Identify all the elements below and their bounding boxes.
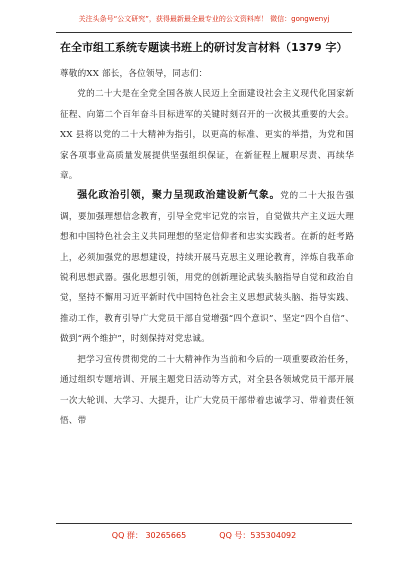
paragraph-2-lead: 强化政治引领，聚力呈现政治建设新气象。	[77, 190, 281, 202]
footer-qq-group: QQ 群： 30265665	[111, 531, 187, 540]
footer-rule	[56, 523, 352, 524]
header-rule	[56, 32, 352, 33]
paragraph-2	[60, 186, 354, 349]
banner-text: 关注头条号“公文研究”，获得最新最全最专业的公文资料库！ 微信：gongwenyj	[78, 15, 330, 23]
paragraph-1: 党的二十大是在全党全国各族人民迈上全面建设社会主义现代化国家新征程、向第二个百年奋斗目标进军的关键时刻召开的一次极其重要的大会。XX 县将以党的二十大精神为指引，以更高的标准、更实的举措，为党和国家各项事业高质量发展提供坚强组织保证，在新征程上履职尽责、再续华章。	[60, 89, 354, 182]
header-banner	[0, 12, 408, 26]
paragraph-3: 把学习宣传贯彻党的二十大精神作为当前和今后的一项重要政治任务，通过组织专题培训、开展主题党日活动等方式，对全县各领域党员干部开展一次大轮训、大学习、大提升，让广大党员干部带着忠诚学习、带着责任领悟、带	[60, 354, 354, 426]
paragraph-2-body: 党的二十大报告强调，要加强理想信念教育，引导全党牢记党的宗旨，自觉做共产主义远大理想和中国特色社会主义共同理想的坚定信仰者和忠实实践者。在新的赶考路上，必须加强党的思想建设，持续开展马克思主义理论教育，淬炼自我革命锐利思想武器。强化思想引领，用党的创新理论武装头脑指导自觉和政治自觉，坚持不懈用习近平新时代中国特色社会主义思想武装头脑、指导实践、推动工作，教育引导广大党员干部自觉增强“四个意识”、坚定“四个自信”、做到“两个维护”，时刻保持对党忠诚。	[60, 191, 354, 345]
salutation: 尊敬的XX 部长，各位领导，同志们：	[60, 69, 208, 79]
document-body	[60, 64, 354, 431]
footer-qq-number: QQ 号：535304092	[219, 531, 297, 540]
footer	[0, 529, 408, 543]
document-title: 在全市组工系统专题读书班上的研讨发言材料（1379 字）	[60, 41, 348, 54]
